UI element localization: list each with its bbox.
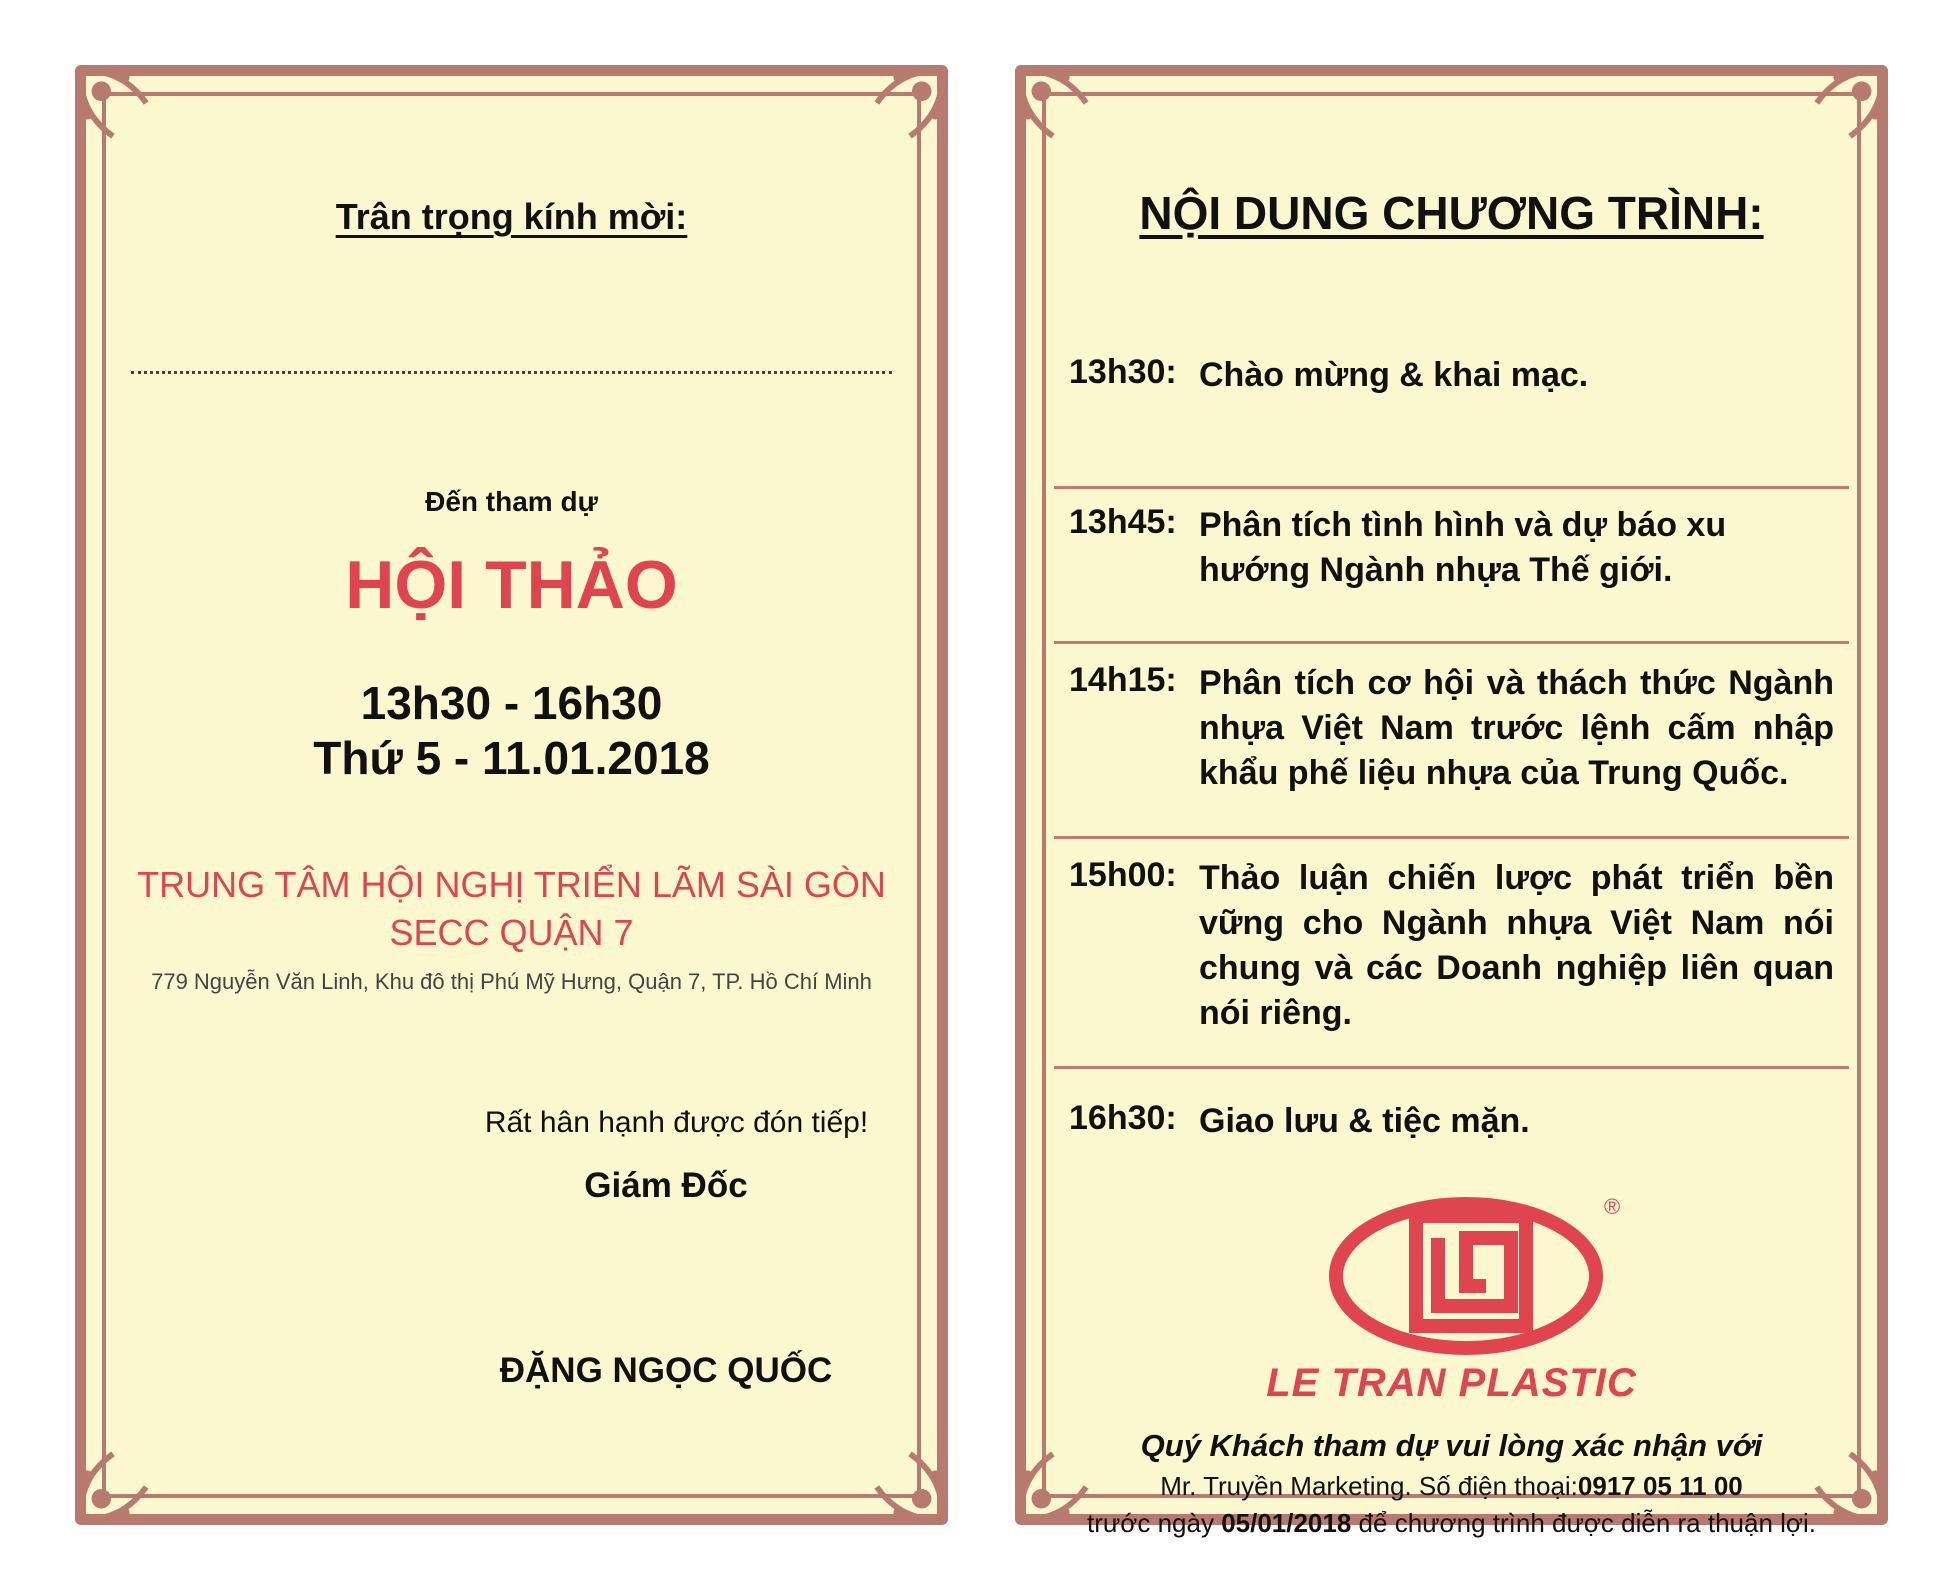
event-date: Thứ 5 - 11.01.2018: [313, 732, 710, 784]
venue-name-line2: SECC QUẬN 7: [389, 912, 634, 953]
schedule-row: [1054, 316, 1849, 489]
event-time: 13h30 - 16h30: [360, 677, 663, 729]
schedule-row: [1054, 641, 1849, 839]
rsvp-title: Quý Khách tham dự vui lòng xác nhận với: [1140, 1428, 1763, 1463]
venue-name-line1: TRUNG TÂM HỘI NGHỊ TRIỂN LÃM SÀI GÒN: [137, 864, 886, 905]
rsvp-phone: 0917 05 11 00: [1577, 1471, 1743, 1501]
venue-name: [86, 861, 937, 957]
invite-heading: Trân trọng kính mời:: [335, 196, 688, 237]
corner-ornament-icon: [871, 64, 949, 142]
schedule-row: [1054, 1066, 1849, 1186]
corner-ornament-icon: [74, 64, 152, 142]
schedule-time: 15h00:: [1069, 856, 1177, 894]
schedule-desc: Phân tích cơ hội và thách thức Ngành nhựa Việt Nam trước lệnh cấm nhập khẩu phế liệu nhựa của Trung Quốc.: [1199, 664, 1834, 792]
invitation-card-left: [75, 65, 948, 1525]
corner-ornament-icon: [871, 1448, 949, 1526]
company-logo-icon: [1326, 1186, 1626, 1356]
program-card-right: [1015, 65, 1888, 1538]
rsvp-contact-text: Mr. Truyền Marketing. Số điện thoại:: [1160, 1471, 1578, 1501]
corner-ornament-icon: [1811, 64, 1889, 142]
schedule-time: 13h30:: [1069, 353, 1177, 391]
schedule-row: [1054, 486, 1849, 644]
schedule-time: 14h15:: [1069, 661, 1177, 699]
rsvp-deadline-date: 05/01/2018: [1221, 1508, 1352, 1538]
schedule-desc: Thảo luận chiến lược phát triển bền vững cho Ngành nhựa Việt Nam nói chung và các Doanh nghiệp liên quan nói riêng.: [1199, 859, 1834, 1032]
schedule-time: 13h45:: [1069, 503, 1177, 541]
event-title: HỘI THẢO: [345, 547, 678, 623]
program-heading: NỘI DUNG CHƯƠNG TRÌNH:: [1139, 187, 1764, 239]
attend-text: Đến tham dự: [425, 486, 598, 517]
rsvp-contact: [1026, 1471, 1877, 1502]
guest-name-line: [131, 371, 892, 374]
rsvp-deadline: [1026, 1508, 1877, 1539]
rsvp-deadline-suffix: để chương trình được diễn ra thuận lợi.: [1351, 1508, 1816, 1538]
signer-title: Giám Đốc: [584, 1166, 748, 1205]
schedule-row: [1054, 836, 1849, 1069]
schedule-desc: Chào mừng & khai mạc.: [1199, 356, 1589, 394]
corner-ornament-icon: [74, 1448, 152, 1526]
venue-address: 779 Nguyễn Văn Linh, Khu đô thị Phú Mỹ Hưng, Quận 7, TP. Hồ Chí Minh: [151, 969, 872, 994]
company-logo-text: LE TRAN PLASTIC: [1266, 1361, 1637, 1405]
welcome-text: Rất hân hạnh được đón tiếp!: [484, 1106, 869, 1139]
schedule-desc: Giao lưu & tiệc mặn.: [1199, 1102, 1530, 1140]
registered-mark: ®: [1604, 1194, 1621, 1219]
signer-name: ĐẶNG NGỌC QUỐC: [499, 1351, 833, 1390]
schedule-time: 16h30:: [1069, 1099, 1177, 1137]
corner-ornament-icon: [1014, 64, 1092, 142]
schedule-desc: Phân tích tình hình và dự báo xu hướng Ngành nhựa Thế giới.: [1199, 506, 1727, 589]
rsvp-deadline-prefix: trước ngày: [1087, 1508, 1222, 1538]
